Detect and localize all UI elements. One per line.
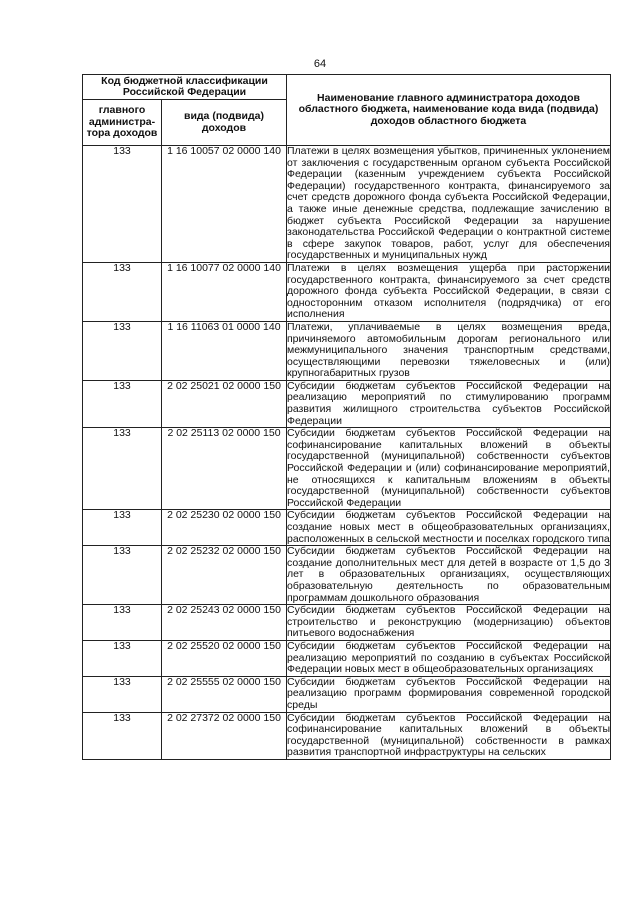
income-code-cell: 2 02 25113 02 0000 150	[162, 428, 287, 510]
admin-code-cell: 133	[83, 640, 162, 676]
table-row	[83, 640, 611, 676]
header-kbk-group: Код бюджетной классификации Российской Федерации	[83, 75, 287, 100]
admin-code-cell: 133	[83, 712, 162, 759]
income-name-cell: Платежи, уплачиваемые в целях возмещения вреда, причиняемого автомобильным дорогам регионального или межмуниципального значения транспортным средствами, осуществляющими перевозки тяжеловесных и (или) крупногабаритных грузов	[287, 320, 610, 380]
header-admin-column: главного администра-тора доходов	[83, 100, 162, 146]
table-row	[83, 428, 611, 510]
header-name-column: Наименование главного администратора доходов областного бюджета, наименование кода вида (подвида) доходов областного бюджета	[287, 75, 611, 146]
income-name-cell: Платежи в целях возмещения ущерба при расторжении государственного контракта, финансируемого за счет средств дорожного фонда субъекта Российской Федерации, в связи с односторонним отказом исполнителя (подрядчика) от его исполнения	[287, 261, 610, 321]
income-code-cell: 2 02 25021 02 0000 150	[162, 380, 287, 427]
header-kind-column: вида (подвида) доходов	[162, 100, 287, 146]
income-code-cell: 1 16 11063 01 0000 140	[162, 321, 287, 380]
admin-code-cell: 133	[83, 321, 162, 380]
income-name-cell: Субсидии бюджетам субъектов Российской Федерации на реализацию программ формирования современной городской среды	[287, 675, 610, 711]
income-code-cell: 2 02 25520 02 0000 150	[162, 640, 287, 676]
admin-code-cell: 133	[83, 676, 162, 712]
income-name-cell: Субсидии бюджетам субъектов Российской Федерации на софинансирование капитальных вложений в объекты государственной (муниципальной) собственности в рамках развития транспортной инфраструктуры на сельских	[287, 711, 610, 759]
income-name-cell: Субсидии бюджетам субъектов Российской Федерации на строительство и реконструкцию (модернизацию) объектов питьевого водоснабжения	[287, 604, 610, 640]
table-row	[83, 605, 611, 641]
income-code-cell: 1 16 10077 02 0000 140	[162, 262, 287, 321]
admin-code-cell: 133	[83, 262, 162, 321]
admin-code-cell: 133	[83, 428, 162, 510]
income-code-cell: 2 02 25232 02 0000 150	[162, 546, 287, 605]
income-name-cell: Платежи в целях возмещения убытков, причиненных уклонением от заключения с государственным органом субъекта Российской Федерации (казенным учреждением субъекта Российской Федерации) государственного контракта, финансируемого за счет средств дорожного фонда субъекта Российской Федерации, а также иные денежные средства, подлежащие зачислению в бюджет субъекта Российской Федерации за нарушение законодательства Российской Федерации о контрактной системе в сфере закупок товаров, работ, услуг для обеспечения государственных и муниципальных нужд	[287, 145, 610, 262]
income-name-cell: Субсидии бюджетам субъектов Российской Федерации на создание дополнительных мест для детей в возрасте от 1,5 до 3 лет в образовательных организациях, осуществляющих образовательную деятельность по образовательным программам дошкольного образования	[287, 545, 610, 604]
table-row	[83, 380, 611, 427]
income-code-cell: 2 02 27372 02 0000 150	[162, 712, 287, 759]
table-header	[83, 75, 611, 146]
income-code-cell: 2 02 25555 02 0000 150	[162, 676, 287, 712]
admin-code-cell: 133	[83, 605, 162, 641]
table-row	[83, 262, 611, 321]
income-name-cell: Субсидии бюджетам субъектов Российской Федерации на софинансирование капитальных вложений в объекты государственной (муниципальной) собственности субъектов Российской Федерации и (или) софинансирование мероприятий, не относящихся к капитальным вложениям в объекты государственной (муниципальной) собственности субъектов Российской Федерации	[287, 427, 610, 509]
table-row	[83, 146, 611, 263]
income-name-cell: Субсидии бюджетам субъектов Российской Федерации на реализацию мероприятий по стимулированию программ развития жилищного строительства субъектов Российской Федерации	[287, 379, 610, 427]
income-name-cell: Субсидии бюджетам субъектов Российской Федерации на реализацию мероприятий по созданию в субъектах Российской Федерации новых мест в общеобразовательных организациях	[287, 639, 610, 676]
table-row	[83, 510, 611, 546]
income-name-cell: Субсидии бюджетам субъектов Российской Федерации на создание новых мест в общеобразовательных организациях, расположенных в сельской местности и поселках городского типа	[287, 509, 610, 545]
table-row	[83, 676, 611, 712]
table-row	[83, 546, 611, 605]
income-code-cell: 1 16 10057 02 0000 140	[162, 146, 287, 263]
income-code-cell: 2 02 25230 02 0000 150	[162, 510, 287, 546]
admin-code-cell: 133	[83, 546, 162, 605]
table-row	[83, 321, 611, 380]
page-number: 64	[313, 58, 327, 70]
budget-classification-table	[82, 74, 611, 760]
admin-code-cell: 133	[83, 510, 162, 546]
admin-code-cell: 133	[83, 146, 162, 263]
table-row	[83, 712, 611, 759]
admin-code-cell: 133	[83, 380, 162, 427]
income-code-cell: 2 02 25243 02 0000 150	[162, 605, 287, 641]
table-body	[83, 146, 611, 760]
